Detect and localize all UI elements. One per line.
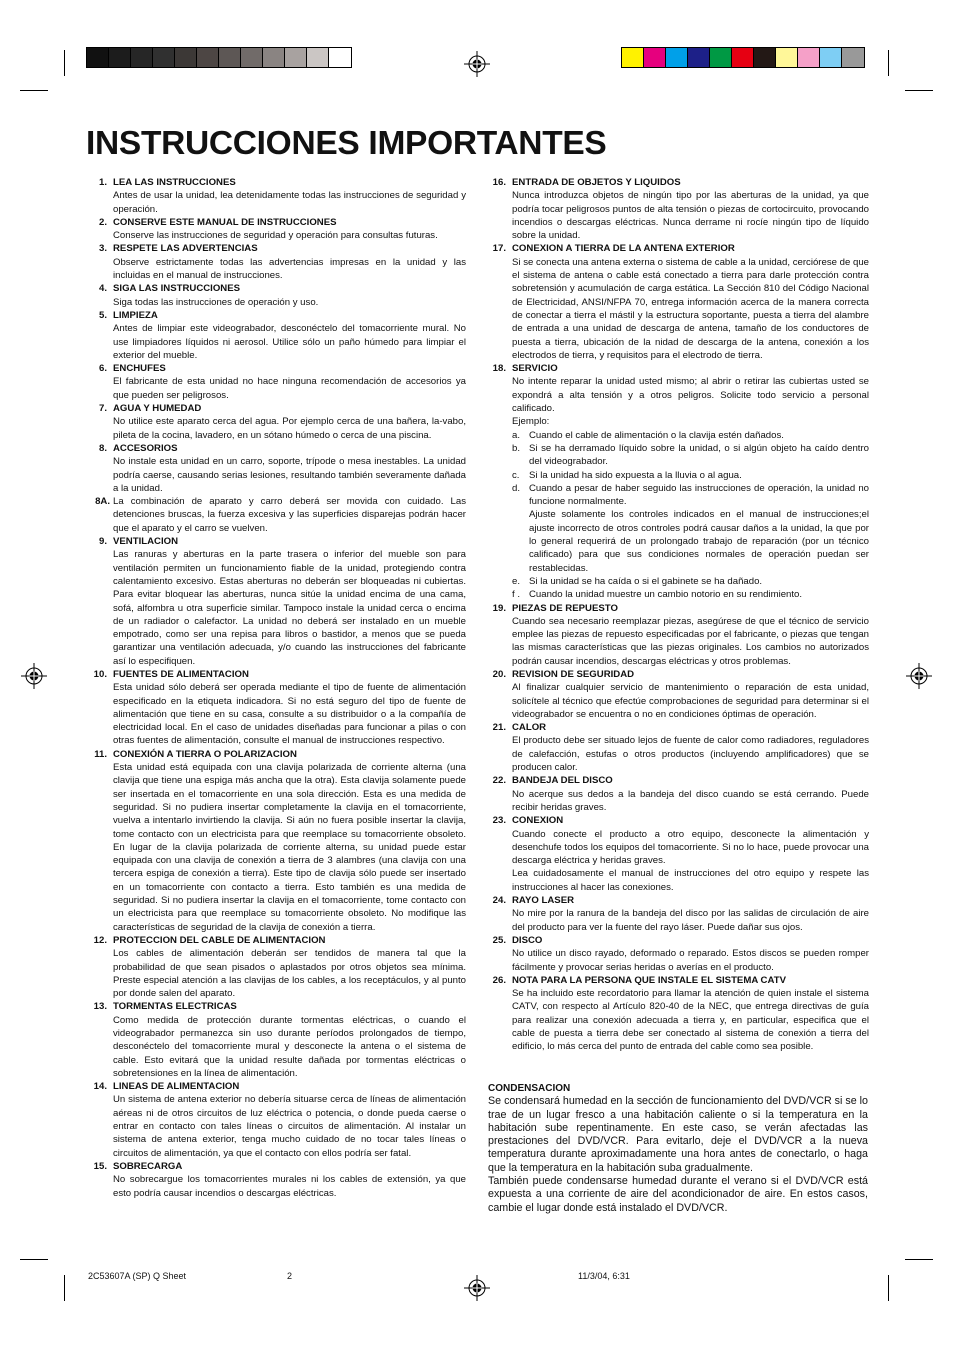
item-body: Lea cuidadosamente el manual de instrucciones del otro equipo y respete las instrucciones al hacer las conexiones. <box>512 868 869 893</box>
sub-item-letter: a. <box>512 429 521 441</box>
item-number: 11. <box>94 748 107 760</box>
sub-item <box>512 429 869 442</box>
footer-page-number: 2 <box>287 1271 293 1281</box>
instruction-item <box>489 242 869 362</box>
crop-mark <box>20 90 48 91</box>
right-column <box>489 176 869 1054</box>
color-swatch <box>622 48 644 67</box>
item-body: Se ha incluido este recordatorio para llamar la atención de quien instale el sistema CATV, con respecto al Artículo 820-40 de la NEC, que entrega directivas de guía para realizar una conexión adecuada a tierra y, en particular, especifica que el cable de puesta a tierra debe ser conectado al sistema de conexión a tierra del edificio, lo más cerca del punto de entrada del cable como sea posible. <box>512 988 869 1053</box>
crop-mark <box>64 1275 65 1301</box>
color-swatch <box>710 48 732 67</box>
item-title: NOTA PARA LA PERSONA QUE INSTALE EL SISTEMA CATV <box>512 974 786 986</box>
instruction-item <box>90 668 466 748</box>
item-number: 9. <box>98 536 107 548</box>
item-number: 12. <box>93 934 107 946</box>
item-body: Como medida de protección durante tormentas eléctricas, o cuando el videograbador permanezca sin uso durante períodos prolongados de tiempo, desconéctelo del tomacorriente mural y desconecte la antena o el sistema de cable. Esto evitará que la unidad resulte dañada por tormentas eléctricas o sobretensiones en la línea de alimentación. <box>113 1014 466 1079</box>
item-body: Esta unidad está equipada con una clavija polarizada de corriente alterna (una clavija que tiene una espiga más ancha que la otra). Esta clavija solamente puede ser insertada en el tomacorriente en una sola dirección. Esta es una medida de seguridad. Si no pudiera insertar completamente la clavija en el tomacorriente, vuelva a intentarlo invirtiendo la clavija. Si aún no fuera posible insertar la clavija, tome contacto con un electricista para que reemplace su tomacorriente obsoleto. En lugar de la clavija polarizada de corriente alterna, su unidad puede estar equipada con una clavija de conexión a tierra de 3 alambres (una clavija con una tercera espiga de conexión a tierra). Este tipo de clavija sólo puede ser insertado en un tomacorriente con contacto a tierra. Esto también es una medida de seguridad. Si no pudiera insertar la clavija en el tomacorriente, tome contacto con un electricista para que reemplace su tomacorriente obsoleto. No modifique las características de seguridad de la clavija de conexión a tierra. <box>113 762 466 933</box>
instruction-item <box>90 1000 466 1080</box>
instruction-item <box>90 934 466 1000</box>
item-body: No mire por la ranura de la bandeja del disco por las salidas de circulación de aire del producto para ver la fuente del rayo láser. Puede dañar sus ojos. <box>512 908 869 933</box>
item-body: No instale esta unidad en un carro, soporte, trípode o mesa inestables. La unidad podría caerse, causando serias lesiones, resultando también severamente dañada a la unidad. <box>113 456 466 494</box>
item-heading <box>90 442 466 455</box>
item-number: 14. <box>93 1081 107 1093</box>
item-heading <box>489 814 869 827</box>
item-number: 5. <box>98 309 107 321</box>
footer-date: 11/3/04, 6:31 <box>578 1271 630 1281</box>
item-title: BANDEJA DEL DISCO <box>512 775 613 787</box>
sub-item <box>512 575 869 588</box>
item-number: 16. <box>492 177 506 188</box>
item-heading <box>90 176 466 189</box>
item-heading <box>489 362 869 375</box>
color-swatch <box>329 48 351 67</box>
sub-item <box>512 469 869 482</box>
process-color-bar <box>621 47 865 68</box>
item-heading <box>90 216 466 229</box>
item-heading <box>90 309 466 322</box>
item-body: Los cables de alimentación deberán ser tendidos de manera tal que la probabilidad de que sean pisados o aplastados por otros objetos sea mínima. Preste especial atención a las clavijas de los cables, a los receptáculos, y al punto por donde salen del aparato. <box>113 948 466 1000</box>
item-title: CONEXION <box>512 815 564 827</box>
registration-mark-icon <box>464 1275 490 1301</box>
sub-item-text: Si la unidad se ha caída o si el gabinete se ha dañado. <box>529 575 763 587</box>
item-title: RAYO LASER <box>512 895 575 907</box>
sub-item-letter: f . <box>512 589 520 601</box>
color-swatch <box>109 48 131 67</box>
item-title: CALOR <box>512 722 547 734</box>
item-heading <box>90 242 466 255</box>
instruction-item <box>90 1160 466 1200</box>
item-title: ENTRADA DE OBJETOS Y LIQUIDOS <box>512 177 681 188</box>
item-heading <box>90 668 466 681</box>
item-heading <box>90 402 466 415</box>
item-number: 18. <box>492 363 506 375</box>
item-heading <box>489 974 869 987</box>
instruction-item <box>90 495 466 535</box>
color-swatch <box>219 48 241 67</box>
color-swatch <box>798 48 820 67</box>
registration-mark-icon <box>464 51 490 77</box>
item-title: SIGA LAS INSTRUCCIONES <box>113 283 241 295</box>
color-swatch <box>666 48 688 67</box>
item-body: Esta unidad sólo deberá ser operada mediante el tipo de fuente de alimentación especificado en la etiqueta indicadora. Si no está seguro del tipo de fuente de alimentación que tiene en su casa, consulte a su distribuidor o a la compañía de electricidad local. En el caso de unidades diseñadas para funcionar a pilas o con otras fuentes de alimentación, consulte el manual de instrucciones respectivo. <box>113 682 466 747</box>
sub-item <box>512 588 869 601</box>
page-title: INSTRUCCIONES IMPORTANTES <box>86 125 607 162</box>
item-number: 13. <box>93 1001 107 1013</box>
instruction-item <box>90 216 466 243</box>
item-number: 10. <box>93 668 107 680</box>
item-heading <box>90 934 466 947</box>
instruction-item <box>489 362 869 601</box>
item-heading <box>90 535 466 548</box>
sub-item-text: Cuando el cable de alimentación o la clavija estén dañados. <box>529 429 784 441</box>
item-body: No utilice este aparato cerca del agua. Por ejemplo cerca de una bañera, la-vabo, pileta de la cocina, lavadero, en un sótano húmedo o cerca de una piscina. <box>113 416 466 441</box>
instruction-item <box>489 721 869 774</box>
item-title: ACCESORIOS <box>113 442 178 454</box>
item-body: Si se conecta una antena externa o sistema de cable a la unidad, cerciórese de que el sistema de antena o cable está conectado a tierra para darle protección contra sobretensión y acumulación de carga estática. La Sección 810 del Código Nacional de Electricidad, ANSI/NFPA 70, entrega información acerca de la manera correcta de conectar a tierra el mástil y la estructura soportante, puesta a tierra del alambre de entrada a una unidad de descarga de antena, tamaño de los conductores de puesta a tierra, ubicación de la nidad de descarga de la antena, conexión a los electrodos de tierra, y requisitos para el electrodo de tierra. <box>512 256 869 361</box>
item-title: LINEAS DE ALIMENTACION <box>113 1081 240 1093</box>
instruction-item <box>489 774 869 814</box>
item-title: SOBRECARGA <box>113 1160 183 1172</box>
instruction-item <box>90 176 466 216</box>
item-body: No acerque sus dedos a la bandeja del disco cuando se está cerrando. Puede recibir heridas graves. <box>512 788 869 813</box>
condensation-paragraph: Se condensará humedad en la sección de funcionamiento del DVD/VCR si se lo trae de un lugar fresco a una habitación caliente o si la temperatura en la habitación sube repentinamente. En este caso, se verán afectadas las prestaciones del DVD/VCR. Para evitarlo, deje el DVD/VCR a la nueva temperatura durante aproximadamente una hora antes de conectarlo, o haga que la temperatura en la habitación suba gradualmente. <box>488 1095 868 1174</box>
item-heading <box>90 1080 466 1093</box>
item-heading <box>489 242 869 255</box>
item-title: TORMENTAS ELECTRICAS <box>113 1001 237 1013</box>
item-body: Antes de usar la unidad, lea detenidamente todas las instrucciones de seguridad y operación. <box>113 190 466 215</box>
sub-item-text: Cuando la unidad muestre un cambio notorio en su rendimiento. <box>529 589 803 601</box>
item-title: SERVICIO <box>512 363 558 375</box>
item-title: CONEXIÓN A TIERRA O POLARIZACION <box>113 748 297 760</box>
item-title: ENCHUFES <box>113 363 166 375</box>
item-number: 8A. <box>95 496 110 508</box>
color-swatch <box>732 48 754 67</box>
instruction-item <box>90 362 466 402</box>
item-body: Conserve las instrucciones de seguridad y operación para consultas futuras. <box>113 230 438 242</box>
item-heading <box>489 774 869 787</box>
item-number: 20. <box>492 668 506 680</box>
condensation-title: CONDENSACION <box>488 1083 571 1094</box>
item-body: Observe estrictamente todas las advertencias impresas en la unidad y las incluidas en el manual de instrucciones. <box>113 256 466 282</box>
item-title: VENTILACION <box>113 536 179 548</box>
item-heading <box>90 282 466 295</box>
item-body: Un sistema de antena exterior no debería situarse cerca de líneas de alimentación aéreas ni de otros circuitos de luz eléctrica o potencia, o donde pueda caerse o entrar en contacto con tales líneas o circuitos de alimentación. Al instalar un sistema de antena exterior, tenga mucho cuidado de no tocar tales líneas o circuitos de alimentación, ya que el contacto con ellos podría ser fatal. <box>113 1094 466 1159</box>
item-number: 19. <box>492 602 506 614</box>
item-body: La combinación de aparato y carro deberá ser movida con cuidado. Las detenciones bruscas, la fuerza excesiva y las superficies disparejas podrán hacer que el aparato y el carro se vuelven. <box>113 496 466 534</box>
item-number: 15. <box>93 1160 107 1172</box>
instruction-item <box>90 282 466 309</box>
sub-item-text: Cuando a pesar de haber seguido las instrucciones de operación, la unidad no funcione normalmente. <box>529 482 869 508</box>
item-title: PROTECCION DEL CABLE DE ALIMENTACION <box>113 934 326 946</box>
item-body: El fabricante de esta unidad no hace ninguna recomendación de accesorios ya que pueden ser peligrosos. <box>113 376 466 401</box>
crop-mark <box>905 90 933 91</box>
item-number: 21. <box>492 722 506 734</box>
instruction-item <box>489 176 869 242</box>
instruction-item <box>90 748 466 934</box>
instruction-item <box>90 309 466 362</box>
sub-item-letter: b. <box>512 442 521 454</box>
crop-mark <box>905 1259 933 1260</box>
crop-mark <box>888 50 889 76</box>
instruction-item <box>489 602 869 668</box>
item-number: 25. <box>492 934 506 946</box>
item-body: Las ranuras y aberturas en la parte trasera o inferior del mueble son para ventilación permiten un funcionamiento fiable de la unidad, protegiendo contra calentamiento excesivo. Estas aberturas no deberán ser bloqueadas ni cubiertas. Para evitar bloquear las aberturas, nunca sitúe la unidad encima de una cama, sofá, alfombra u otra superficie similar. Tampoco instale la unidad cerca o encima de un radiador o calefactor. La unidad no deberá ser instalado en un mueble empotrado, como ser una repisa para libros o bastidor, a menos que se pueda garantizar una ventilación adecuada, y/o cuando las instrucciones del fabricante así lo especifiquen. <box>113 549 466 667</box>
item-heading <box>489 721 869 734</box>
color-swatch <box>644 48 666 67</box>
color-swatch <box>153 48 175 67</box>
item-body: Al finalizar cualquier servicio de mantenimiento o reparación de esta unidad, solicítele al técnico que efectúe comprobaciones de seguridad para determinar si el videograbador se encuentra o no en condiciones óptimas de operación. <box>512 682 869 720</box>
registration-mark-icon <box>21 663 47 689</box>
color-swatch <box>688 48 710 67</box>
item-title: LIMPIEZA <box>113 309 158 321</box>
item-heading <box>489 602 869 615</box>
color-swatch <box>754 48 776 67</box>
example-label: Ejemplo: <box>512 416 550 428</box>
registration-mark-icon <box>906 663 932 689</box>
item-body: Siga todas las instrucciones de operación y uso. <box>113 296 319 308</box>
item-body: Cuando conecte el producto a otro equipo, desconecte la alimentación y desenchufe todos los equipos del tomacorriente. Si no lo hace, puede provocar una descarga eléctrica y heridas graves. <box>512 828 869 867</box>
item-body: El producto debe ser situado lejos de fuente de calor como radiadores, reguladores de calefacción, estufas o otros productos (incluyendo amplificadores) que se producen calor. <box>512 735 869 774</box>
item-title: PIEZAS DE REPUESTO <box>512 602 618 614</box>
color-swatch <box>175 48 197 67</box>
item-body: Cuando sea necesario reemplazar piezas, asegúrese de que el técnico de servicio emplee las piezas de repuesto especificadas por el fabricante, o piezas que tengan las mismas características que las piezas originales. Los cambios no autorizados podrán causar incendios, descargas eléctricas y otros problemas. <box>512 615 869 667</box>
item-title: CONSERVE ESTE MANUAL DE INSTRUCCIONES <box>113 216 337 228</box>
item-number: 6. <box>98 363 107 375</box>
sub-item-text: Si la unidad ha sido expuesta a la lluvia o al agua. <box>529 469 742 481</box>
instruction-item <box>90 1080 466 1160</box>
color-swatch <box>285 48 307 67</box>
color-swatch <box>820 48 842 67</box>
color-swatch <box>197 48 219 67</box>
item-number: 24. <box>492 895 506 907</box>
instruction-item <box>90 442 466 495</box>
instruction-item <box>489 814 869 894</box>
item-title: AGUA Y HUMEDAD <box>113 403 202 415</box>
sub-item-letter: c. <box>512 469 520 481</box>
item-title: FUENTES DE ALIMENTACION <box>113 668 249 680</box>
item-title: LEA LAS INSTRUCCIONES <box>113 177 236 188</box>
item-heading <box>489 894 869 907</box>
left-column <box>90 176 466 1200</box>
instruction-item <box>489 934 869 974</box>
sub-item <box>512 482 869 509</box>
instruction-item <box>489 894 869 934</box>
condensation-paragraph: También puede condensarse humedad durante el verano si el DVD/VCR está expuesta a una corriente de aire del acondicionador de aire. En estos casos, cambie el lugar donde está instalado el DVD/VCR. <box>488 1175 868 1214</box>
item-heading <box>489 934 869 947</box>
color-swatch <box>776 48 798 67</box>
instruction-item <box>489 974 869 1054</box>
item-number: 7. <box>98 403 107 415</box>
crop-mark <box>888 1275 889 1301</box>
item-number: 1. <box>98 177 107 188</box>
crop-mark <box>64 50 65 76</box>
item-number: 3. <box>98 243 107 255</box>
condensation-section <box>488 1082 868 1215</box>
item-body: No sobrecargue los tomacorrientes murales ni los cables de extensión, ya que esto podría causar incendios o descargas eléctricas. <box>113 1174 466 1199</box>
color-swatch <box>131 48 153 67</box>
instruction-item <box>90 242 466 282</box>
item-title: CONEXION A TIERRA DE LA ANTENA EXTERIOR <box>512 243 735 255</box>
color-swatch <box>842 48 864 67</box>
grayscale-color-bar <box>86 47 352 68</box>
sub-item-text: Si se ha derramado líquido sobre la unidad, o si algún objeto ha caído dentro del videograbador. <box>529 442 869 468</box>
instruction-item <box>90 535 466 668</box>
item-title: RESPETE LAS ADVERTENCIAS <box>113 243 258 255</box>
item-title: REVISION DE SEGURIDAD <box>512 668 635 680</box>
item-body: No intente reparar la unidad usted mismo; al abrir o retirar las cubiertas usted se expondrá a alta tensión y a otros peligros. Solicite todo servicio a personal calificado. <box>512 376 869 415</box>
sub-item <box>512 442 869 469</box>
item-body: No utilice un disco rayado, deformado o reparado. Estos discos se pueden romper fácilmente y provocar serias heridas o averías en el producto. <box>512 948 869 973</box>
item-number: 17. <box>492 243 506 255</box>
item-number: 26. <box>492 974 506 986</box>
color-swatch <box>263 48 285 67</box>
item-heading <box>90 1160 466 1173</box>
sub-item-letter: d. <box>512 482 521 494</box>
footer-doc-id: 2C53607A (SP) Q Sheet <box>88 1271 187 1281</box>
item-number: 22. <box>492 775 506 787</box>
item-number: 4. <box>98 283 107 295</box>
item-body: Antes de limpiar este videograbador, desconéctelo del tomacorriente mural. No use limpiadores líquidos ni aerosol. Utilice sólo un paño húmedo para limpiar el exterior del mueble. <box>113 323 466 361</box>
instruction-item <box>489 668 869 721</box>
instruction-item <box>90 402 466 442</box>
item-number: 2. <box>98 216 107 228</box>
item-number: 8. <box>98 442 107 454</box>
color-swatch <box>241 48 263 67</box>
item-title: DISCO <box>512 934 543 946</box>
item-heading <box>90 362 466 375</box>
sub-item-text: Ajuste solamente los controles indicados en el manual de instrucciones;el ajuste incorrecto de otros controles podrá causar daños a la unidad, la que por lo general requerirá de un prolongado trabajo de reparación (por un técnico calificado) para que sus condiciones normales de operación puedan ser restablecidas. <box>529 509 869 574</box>
item-heading <box>489 668 869 681</box>
crop-mark <box>20 1259 48 1260</box>
color-swatch <box>87 48 109 67</box>
item-number: 23. <box>492 815 506 827</box>
item-body: Nunca introduzca objetos de ningún tipo por las aberturas de la unidad, ya que podría tocar peligrosos puntos de alta tensión o piezas de cortocircuito, provocando incendios o descargas eléctricas. Nunca derrame ni rocíe ningún tipo de líquido sobre la unidad. <box>512 190 869 242</box>
item-heading <box>90 748 466 761</box>
sub-item-letter: e. <box>512 575 521 587</box>
item-heading <box>489 176 869 189</box>
color-swatch <box>307 48 329 67</box>
item-heading <box>90 1000 466 1013</box>
